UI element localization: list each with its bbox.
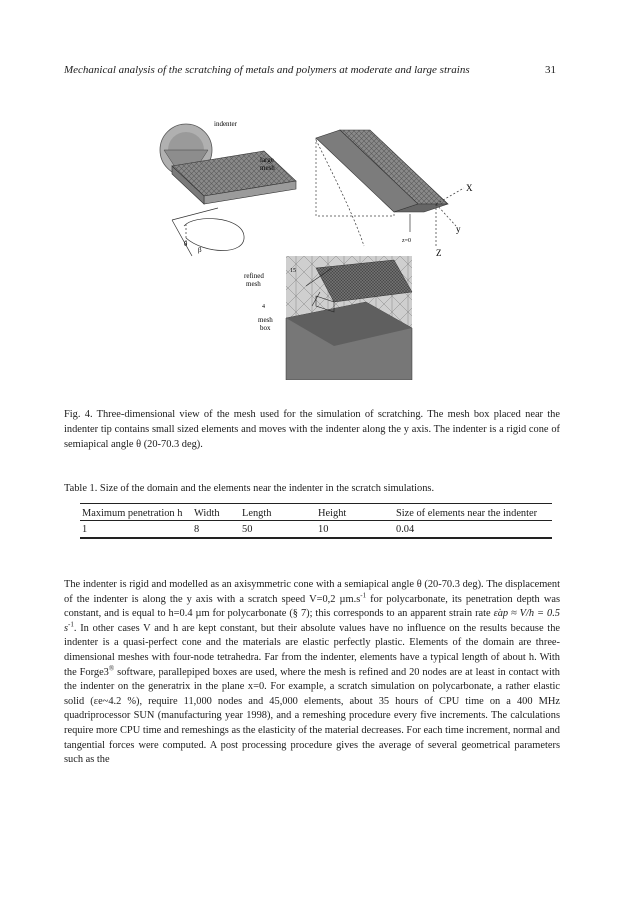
figure-caption: Fig. 4. Three-dimensional view of the mesh used for the simulation of scratching. The mesh box placed near the indenter tip contains small sized elements and moves with the indenter along the y axis. The indenter is a rigid cone of semiapical angle θ (20-70.3 deg). bbox=[64, 409, 560, 450]
col-length: Length bbox=[242, 508, 272, 519]
body-text-part2: for polycarbonate, its penetration depth was constant, and is equal to h=0.4 µm for polycarbonate (§ 7); this corresponds to an apparent strain rate bbox=[64, 593, 561, 620]
body-paragraph bbox=[64, 578, 560, 768]
refined-mesh-label-line2: mesh bbox=[246, 280, 261, 288]
indenter-label: indenter bbox=[214, 120, 237, 128]
dimension-15-label: 15 bbox=[290, 268, 296, 274]
theta-label: θ bbox=[184, 240, 188, 248]
axis-x-label: X bbox=[466, 183, 473, 193]
cone-sketch bbox=[172, 208, 244, 256]
cell-penetration: 1 bbox=[82, 524, 88, 535]
dimension-4-label: 4 bbox=[262, 304, 265, 310]
body-sup-1: -1 bbox=[360, 591, 367, 600]
strain-rate-formula: ε̇ap ≈ V/h = 0.5 s bbox=[64, 608, 560, 634]
domain-bar-long bbox=[316, 130, 448, 216]
col-element-size: Size of elements near the indenter bbox=[396, 508, 538, 519]
cell-length: 50 bbox=[242, 524, 253, 535]
cell-height: 10 bbox=[318, 524, 329, 535]
axis-z-label: Z bbox=[436, 248, 442, 258]
page-number: 31 bbox=[545, 64, 556, 76]
cell-element-size: 0.04 bbox=[396, 524, 415, 535]
figure-mesh bbox=[64, 96, 560, 380]
mesh-box-label-line1: mesh bbox=[258, 316, 273, 324]
body-text-part3: . In other cases V and h are kept constant, but their absolute values have no influence on the results because the indenter is a quasi-perfect cone and the materials are elastic perfectly plastic. Elements of the domain are three-dimensional meshes with four-node tetrahedra. Far from the indenter, elements have a typical length of about h. With the Forge3 bbox=[64, 622, 560, 678]
table-caption: Table 1. Size of the domain and the elements near the indenter in the scratch simulations. bbox=[64, 483, 435, 494]
col-height: Height bbox=[318, 508, 347, 519]
col-width: Width bbox=[194, 508, 220, 519]
axis-y-label: y bbox=[456, 224, 461, 234]
table-row bbox=[80, 521, 552, 539]
body-sup-2: -1 bbox=[68, 620, 74, 629]
refined-mesh-label-line1: refined bbox=[244, 272, 264, 280]
body-text-part1: The indenter is rigid and modelled as an axisymmetric cone with a semiapical angle θ (20-70.3 deg). The displacement of the indenter is along the y axis with a scratch speed V=0,2 µm.s bbox=[64, 579, 560, 605]
mesh-box-label-line2: box bbox=[260, 324, 271, 332]
registered-mark: ® bbox=[108, 664, 115, 673]
col-max-penetration: Maximum penetration h bbox=[82, 508, 183, 519]
mesh-illustration bbox=[64, 96, 560, 380]
refined-mesh-detail bbox=[286, 256, 412, 380]
z-zero-label: z=0 bbox=[402, 238, 412, 244]
cell-width: 8 bbox=[194, 524, 200, 535]
large-mesh-label-line1: large bbox=[260, 156, 274, 164]
body-text-part4: software, parallepiped boxes are used, where the mesh is refined and 20 nodes are at least in contact with the indenter on the generatrix in the plane x=0. For example, a scratch simulation on polycarbonate, a rather elastic solid (εe~4.2 %), require 11,000 nodes and 45,000 elements, about 35 hours of CPU time on a 400 MHz quadriprocessor SUN (manufacturing year 1998), and a remeshing procedure every five increments. The calculations require more CPU time and remeshings as the elasticity of the material decreases. For each time increment, normal and tangential forces were computed. A post processing procedure gives the average of several geometrical parameters such as the bbox=[64, 666, 561, 766]
table-header-row bbox=[80, 504, 552, 521]
running-head bbox=[64, 64, 554, 76]
domain-size-table bbox=[80, 503, 552, 539]
large-mesh-label-line2: mesh bbox=[260, 164, 275, 172]
running-title: Mechanical analysis of the scratching of metals and polymers at moderate and large strains bbox=[64, 64, 470, 76]
beta-label: β bbox=[198, 246, 202, 254]
